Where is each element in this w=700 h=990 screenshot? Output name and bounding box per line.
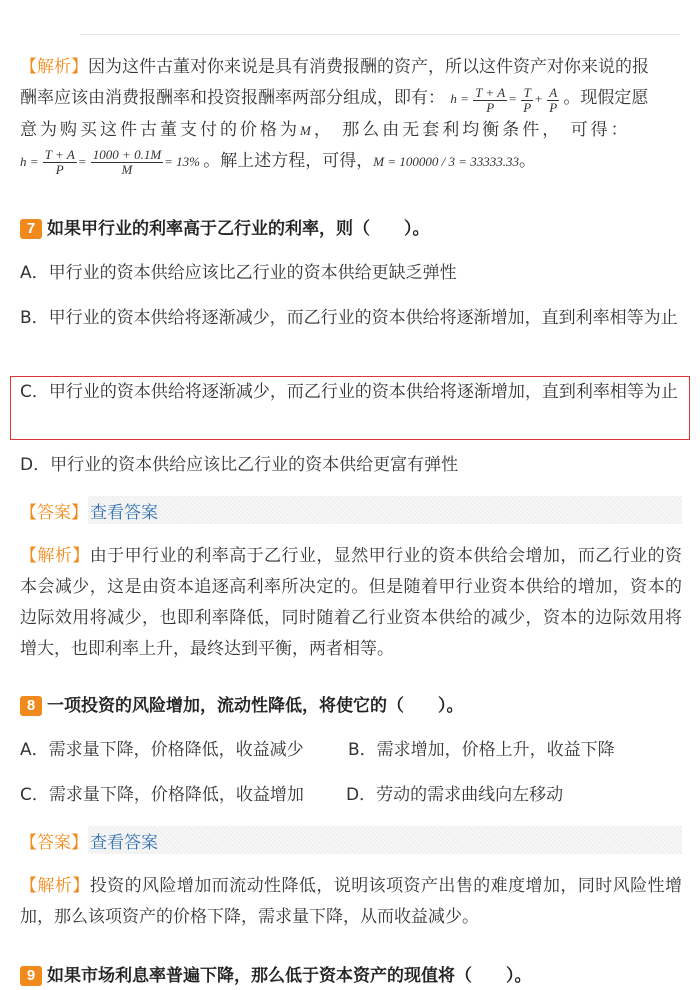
- q7-option-c[interactable]: C．甲行业的资本供给将逐渐减少，而乙行业的资本供给将逐渐增加，直到利率相等为止: [20, 382, 678, 402]
- explanation-tag: 【解析】: [20, 57, 88, 77]
- intro-line-3: 意为购买这件古董支付的价格为M， 那么由无套利均衡条件， 可得：: [20, 119, 631, 140]
- view-answer-link[interactable]: 查看答案: [90, 502, 158, 523]
- explanation-tag: 【解析】: [20, 876, 90, 896]
- q7-option-b[interactable]: B．甲行业的资本供给将逐渐减少，而乙行业的资本供给将逐渐增加，直到利率相等为止: [20, 308, 678, 328]
- q8-option-c[interactable]: C．需求量下降，价格降低，收益增加: [20, 785, 304, 805]
- answer-reveal-bar[interactable]: [88, 496, 682, 524]
- explanation-tag: 【解析】: [20, 546, 90, 566]
- question-9-title: 9 如果市场利息率普遍下降，那么低于资本资产的现值将（ ）。: [20, 962, 532, 990]
- q8-answer-row: [20, 826, 682, 854]
- q8-option-b[interactable]: B．需求增加，价格上升，收益下降: [348, 740, 615, 760]
- answer-tag: 【答案】: [20, 502, 88, 523]
- divider: [80, 34, 680, 35]
- q8-option-d[interactable]: D．劳动的需求曲线向左移动: [346, 785, 564, 805]
- intro-line-4: h = $\frac{T + A}{P}$ = $\frac{1000 + 0.1M}{M}$ = 13% 。解上述方程，可得，M = 100000 / 3 = 33333.33。: [20, 147, 537, 178]
- q7-answer-row: [20, 496, 682, 524]
- q7-option-d[interactable]: D．甲行业的资本供给应该比乙行业的资本供给更富有弹性: [20, 455, 459, 475]
- intro-explanation: [20, 52, 682, 177]
- view-answer-link[interactable]: 查看答案: [90, 832, 158, 853]
- question-number-badge: 7: [20, 219, 42, 239]
- question-number-badge: 9: [20, 966, 42, 986]
- q8-options-row-2: [20, 781, 563, 810]
- question-8-title: 8 一项投资的风险增加，流动性降低，将使它的（ ）。: [20, 692, 464, 720]
- question-7-title: 7 如果甲行业的利率高于乙行业的利率，则（ ）。: [20, 215, 430, 243]
- formula-return: h = $\frac{T + A}{P}$ = $\frac{T}{P}$ + $\frac{A}{P}$: [450, 84, 558, 115]
- answer-reveal-bar[interactable]: [88, 826, 682, 854]
- formula-equation: h = $\frac{T + A}{P}$ = $\frac{1000 + 0.1M}{M}$ = 13%: [20, 147, 201, 178]
- q7-option-a[interactable]: A．甲行业的资本供给应该比乙行业的资本供给更缺乏弹性: [20, 263, 457, 283]
- q8-option-a[interactable]: A．需求量下降，价格降低，收益减少: [20, 740, 304, 760]
- question-number-badge: 8: [20, 696, 42, 716]
- q8-explanation: 【解析】投资的风险增加而流动性降低，说明该项资产出售的难度增加，同时风险性增加，那么该项资产的价格下降，需求量下降，从而收益减少。: [20, 876, 683, 927]
- intro-line-2: 酬率应该由消费报酬率和投资报酬率两部分组成，即有： h = $\frac{T + A}{P}$ = $\frac{T}{P}$ + $\frac{A}{P}$ 。现假定愿: [20, 84, 649, 115]
- q8-options-row-1: [20, 736, 615, 765]
- answer-tag: 【答案】: [20, 832, 88, 853]
- intro-line-1: 【解析】因为这件古董对你来说是具有消费报酬的资产，所以这件资产对你来说的报: [20, 57, 649, 77]
- q7-explanation: 【解析】由于甲行业的利率高于乙行业，显然甲行业的资本供给会增加，而乙行业的资本会减少，这是由资本追逐高利率所决定的。但是随着甲行业资本供给的增加，资本的边际效用将减少，也即利率降低，同时随着乙行业资本供给的减少，资本的边际效用将增大，也即利率上升，最终达到平衡，两者相等。: [20, 546, 683, 659]
- formula-result: M = 100000 / 3 = 33333.33: [373, 153, 520, 169]
